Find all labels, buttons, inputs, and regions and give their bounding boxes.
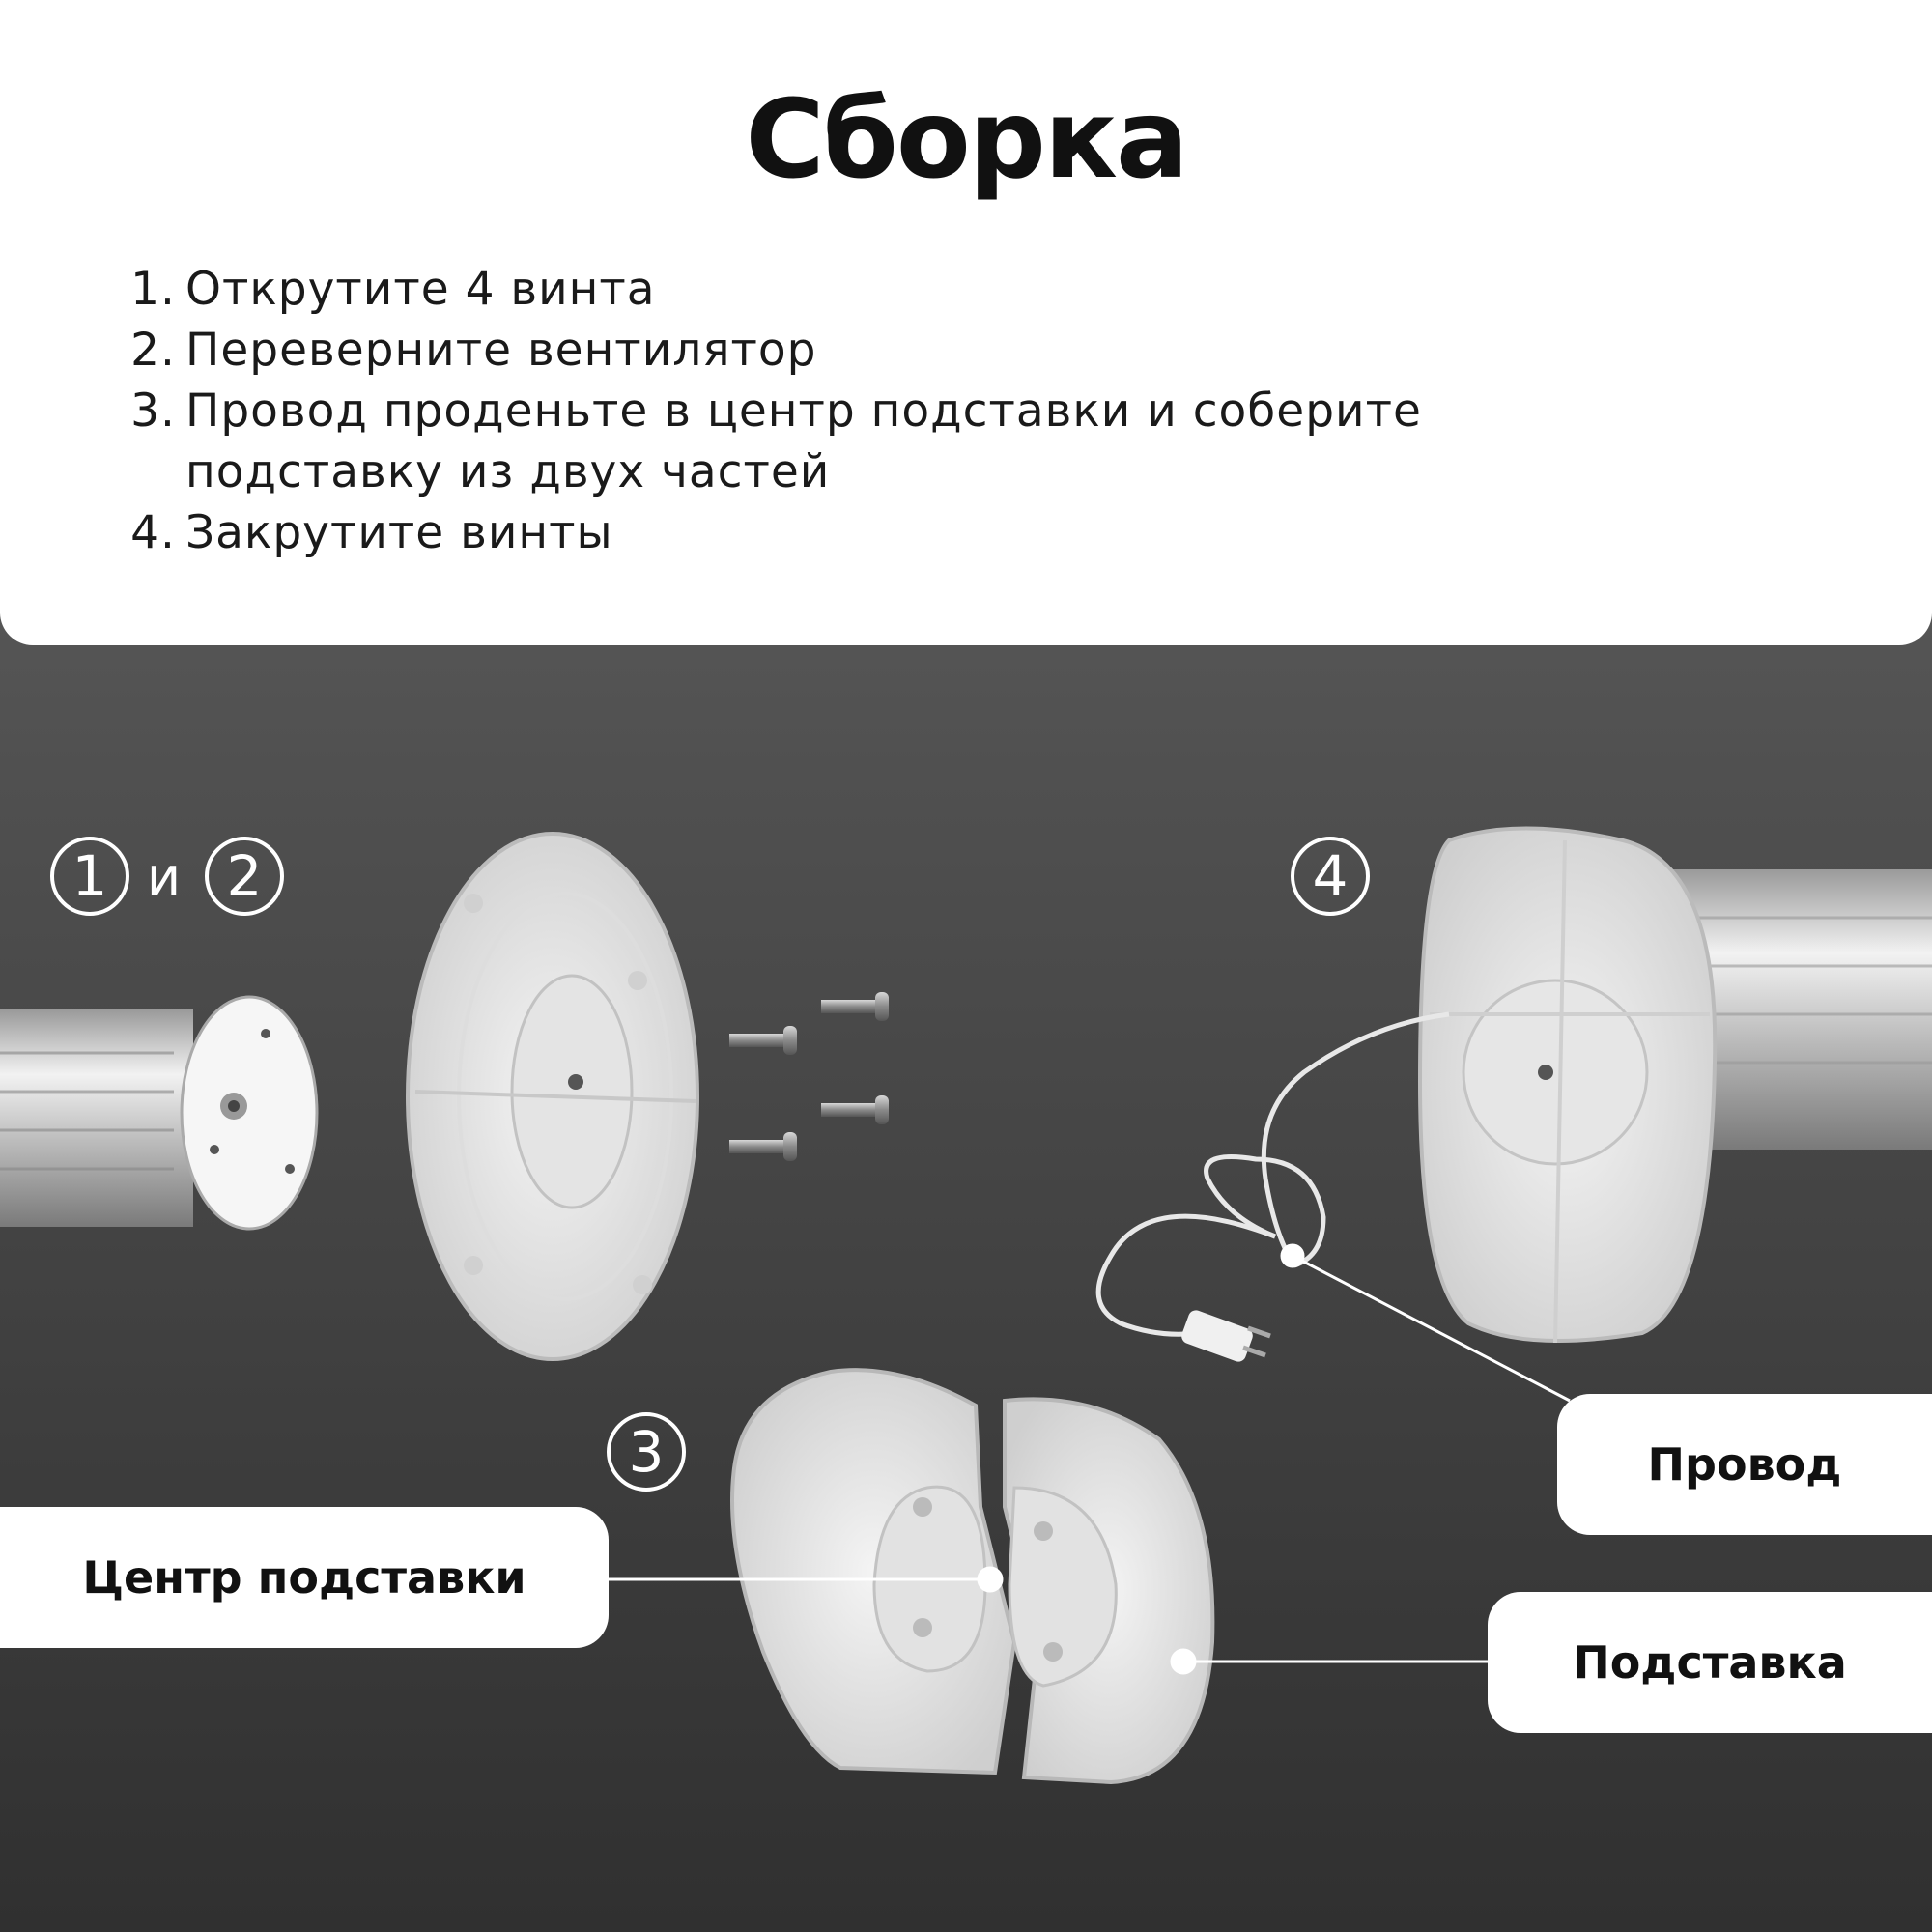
callout-stand: Подставка bbox=[1488, 1592, 1932, 1733]
step-marker-1: 1 bbox=[50, 837, 129, 916]
step-marker-4: 4 bbox=[1291, 837, 1370, 916]
marker-conjunction: и bbox=[147, 846, 182, 907]
plug-icon bbox=[1179, 1308, 1270, 1364]
callout-stand-center: Центр подставки bbox=[0, 1507, 609, 1648]
step-number: 2. bbox=[130, 324, 176, 377]
fan-body-left bbox=[0, 997, 317, 1229]
screws bbox=[729, 992, 889, 1161]
step-marker-3: 3 bbox=[607, 1412, 686, 1492]
power-cable bbox=[1098, 1014, 1449, 1334]
step-number: 4. bbox=[130, 506, 176, 559]
step-marker-2: 2 bbox=[205, 837, 284, 916]
step-text: Провод проденьте в центр подставки и соберите подставку из двух частей bbox=[185, 384, 1422, 498]
fan-body-right bbox=[1420, 829, 1932, 1344]
stand-two-parts bbox=[732, 1370, 1212, 1782]
step-number: 3. bbox=[130, 384, 176, 438]
page-title: Сборка bbox=[745, 77, 1187, 203]
step-text: Открутите 4 винта bbox=[185, 263, 656, 316]
step-text: Закрутите винты bbox=[185, 506, 613, 559]
callout-wire: Провод bbox=[1557, 1394, 1932, 1535]
base-plate-back bbox=[408, 834, 697, 1359]
step-text: Переверните вентилятор bbox=[185, 324, 817, 377]
step-number: 1. bbox=[130, 263, 176, 316]
